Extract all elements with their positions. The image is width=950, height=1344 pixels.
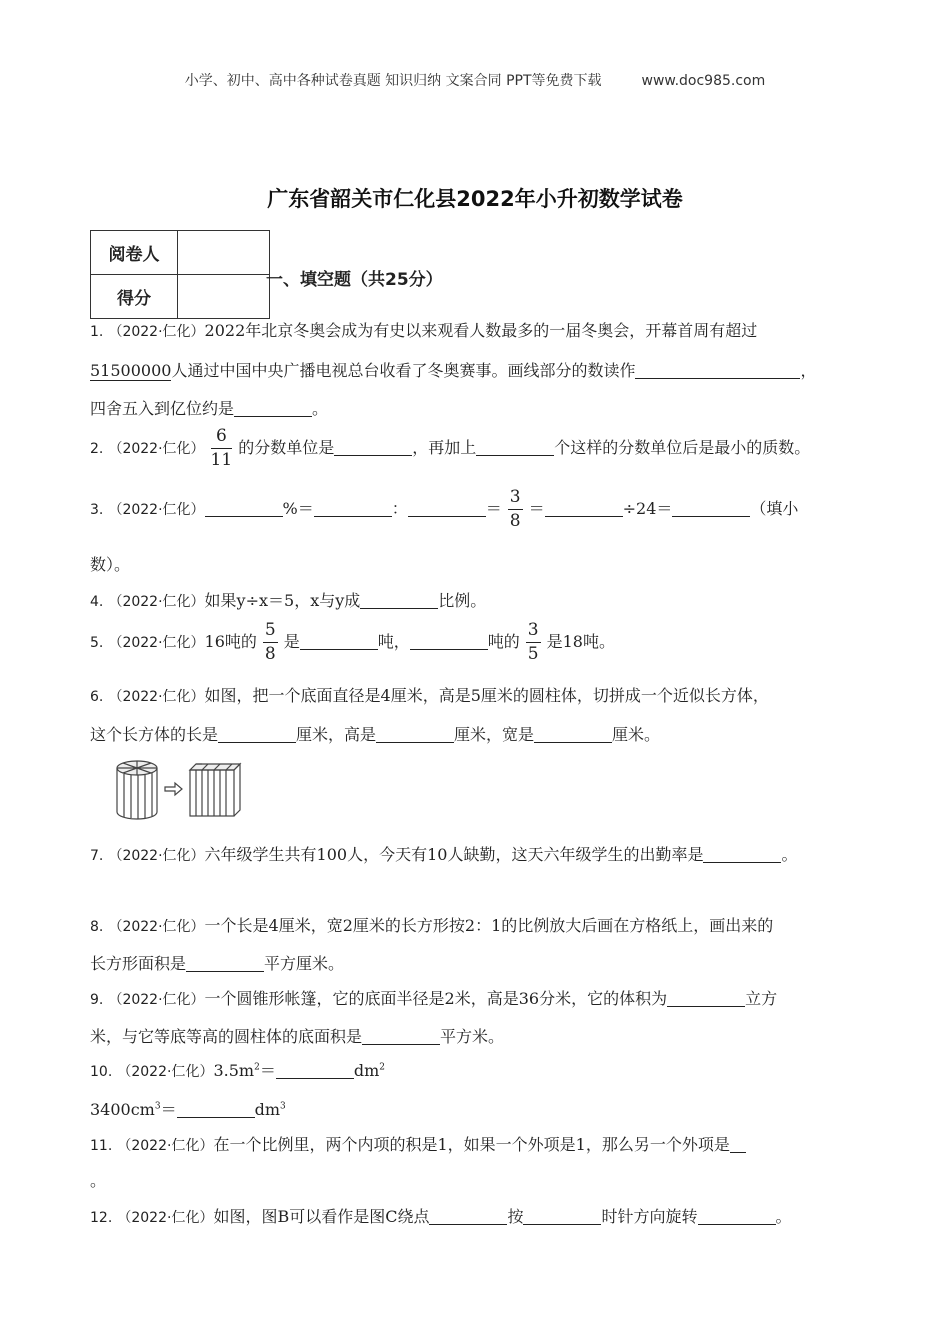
answer-blank[interactable]: [300, 633, 378, 650]
answer-blank[interactable]: [667, 990, 745, 1007]
answer-blank[interactable]: [698, 1208, 776, 1225]
question-1-line-3: 四舍五入到亿位约是 。: [90, 399, 329, 418]
question-10-line-2: $3400cm^3= dm^3$: [90, 1100, 286, 1119]
header-url[interactable]: www.doc985.com: [641, 73, 766, 89]
question-3-line-1: 3. （2022·仁化） %＝ ： ＝ $\frac{3}{8}$ ＝ ÷24＝ （填小: [90, 487, 799, 531]
answer-blank[interactable]: [234, 400, 312, 417]
page-header: [0, 70, 950, 90]
reviewer-value-cell[interactable]: [178, 231, 270, 275]
arrow-icon: [165, 783, 182, 795]
question-6-line-1: 6. （2022·仁化）如图，把一个底面直径是4厘米，高是5厘米的圆柱体，切拼成一个近似长方体，: [90, 686, 769, 705]
fraction: $\frac{3}{5}$: [527, 620, 539, 664]
answer-blank[interactable]: [314, 500, 392, 517]
answer-blank[interactable]: [376, 726, 454, 743]
answer-blank[interactable]: [186, 955, 264, 972]
question-6-line-2: 这个长方体的长是 厘米，高是 厘米，宽是 厘米。: [90, 725, 661, 744]
question-1-line-1: 1. （2022·仁化）2022年北京冬奥会成为有史以来观看人数最多的一届冬奥会，开幕首周有超过: [90, 321, 758, 340]
reviewer-label: 阅卷人: [91, 231, 178, 275]
answer-blank[interactable]: [360, 592, 438, 609]
question-1-line-2: 51500000人通过中国中央广播电视总台收看了冬奥赛事。画线部分的数读作 ，: [90, 361, 817, 380]
answer-blank[interactable]: [218, 726, 296, 743]
answer-blank[interactable]: [635, 362, 800, 379]
answer-blank[interactable]: [429, 1208, 507, 1225]
answer-blank[interactable]: [523, 1208, 601, 1225]
answer-blank[interactable]: [276, 1062, 354, 1079]
exam-title: 广东省韶关市仁化县2022年小升初数学试卷: [267, 187, 683, 211]
question-7: 7. （2022·仁化）六年级学生共有100人，今天有10人缺勤，这天六年级学生的出勤率是 。: [90, 845, 798, 864]
question-8-line-2: 长方形面积是 平方厘米。: [90, 954, 345, 973]
question-11-line-1: 11. （2022·仁化）在一个比例里，两个内项的积是1，如果一个外项是1，那么另一个外项是: [90, 1132, 746, 1155]
answer-blank[interactable]: [534, 726, 612, 743]
question-4: 4. （2022·仁化）如果y÷x＝5，x与y成 比例。: [90, 591, 487, 610]
question-2: 2. （2022·仁化） $\frac{6}{11}$ 的分数单位是 ，再加上 个这样的分数单位后是最小的质数。: [90, 426, 811, 470]
answer-blank[interactable]: [703, 846, 781, 863]
fraction: $\frac{6}{11}$: [210, 426, 233, 470]
fraction: $\frac{3}{8}$: [509, 487, 521, 531]
answer-blank[interactable]: [334, 439, 412, 456]
answer-blank[interactable]: [545, 500, 623, 517]
answer-blank[interactable]: [410, 633, 488, 650]
header-text: 小学、初中、高中各种试卷真题 知识归纳 文案合同 PPT等免费下载: [184, 73, 602, 89]
cylinder-to-cuboid-figure: [112, 758, 242, 820]
answer-blank[interactable]: [672, 500, 750, 517]
question-9-line-2: 米，与它等底等高的圆柱体的底面积是 平方米。: [90, 1027, 505, 1046]
cuboid-shape: [190, 764, 240, 816]
score-value-cell[interactable]: [178, 275, 270, 319]
answer-blank[interactable]: [476, 439, 554, 456]
question-10-line-1: 10. （2022·仁化）$3.5m^2= dm^2$: [90, 1061, 385, 1080]
underlined-number: 51500000: [90, 361, 172, 380]
question-12: 12. （2022·仁化）如图，图B可以看作是图C绕点 按 时针方向旋转 。: [90, 1207, 792, 1226]
answer-blank[interactable]: [177, 1101, 255, 1118]
question-11-line-2: 。: [90, 1171, 107, 1190]
score-table: [90, 230, 270, 319]
answer-blank[interactable]: [205, 500, 283, 517]
section-heading: 一、填空题（共25分）: [266, 270, 443, 290]
answer-blank[interactable]: [362, 1028, 440, 1045]
answer-blank[interactable]: [408, 500, 486, 517]
question-3-line-2: 数）。: [90, 555, 131, 574]
question-5: 5. （2022·仁化）16吨的 $\frac{5}{8}$ 是 吨， 吨的 $\frac{3}{5}$ 是18吨。: [90, 620, 615, 664]
fraction: $\frac{5}{8}$: [264, 620, 276, 664]
score-label: 得分: [91, 275, 178, 319]
question-9-line-1: 9. （2022·仁化）一个圆锥形帐篷，它的底面半径是2米，高是36分米，它的体积为 立方: [90, 989, 778, 1008]
question-8-line-1: 8. （2022·仁化）一个长是4厘米，宽2厘米的长方形按2：1的比例放大后画在方格纸上，画出来的: [90, 916, 774, 935]
answer-blank[interactable]: [730, 1136, 746, 1153]
